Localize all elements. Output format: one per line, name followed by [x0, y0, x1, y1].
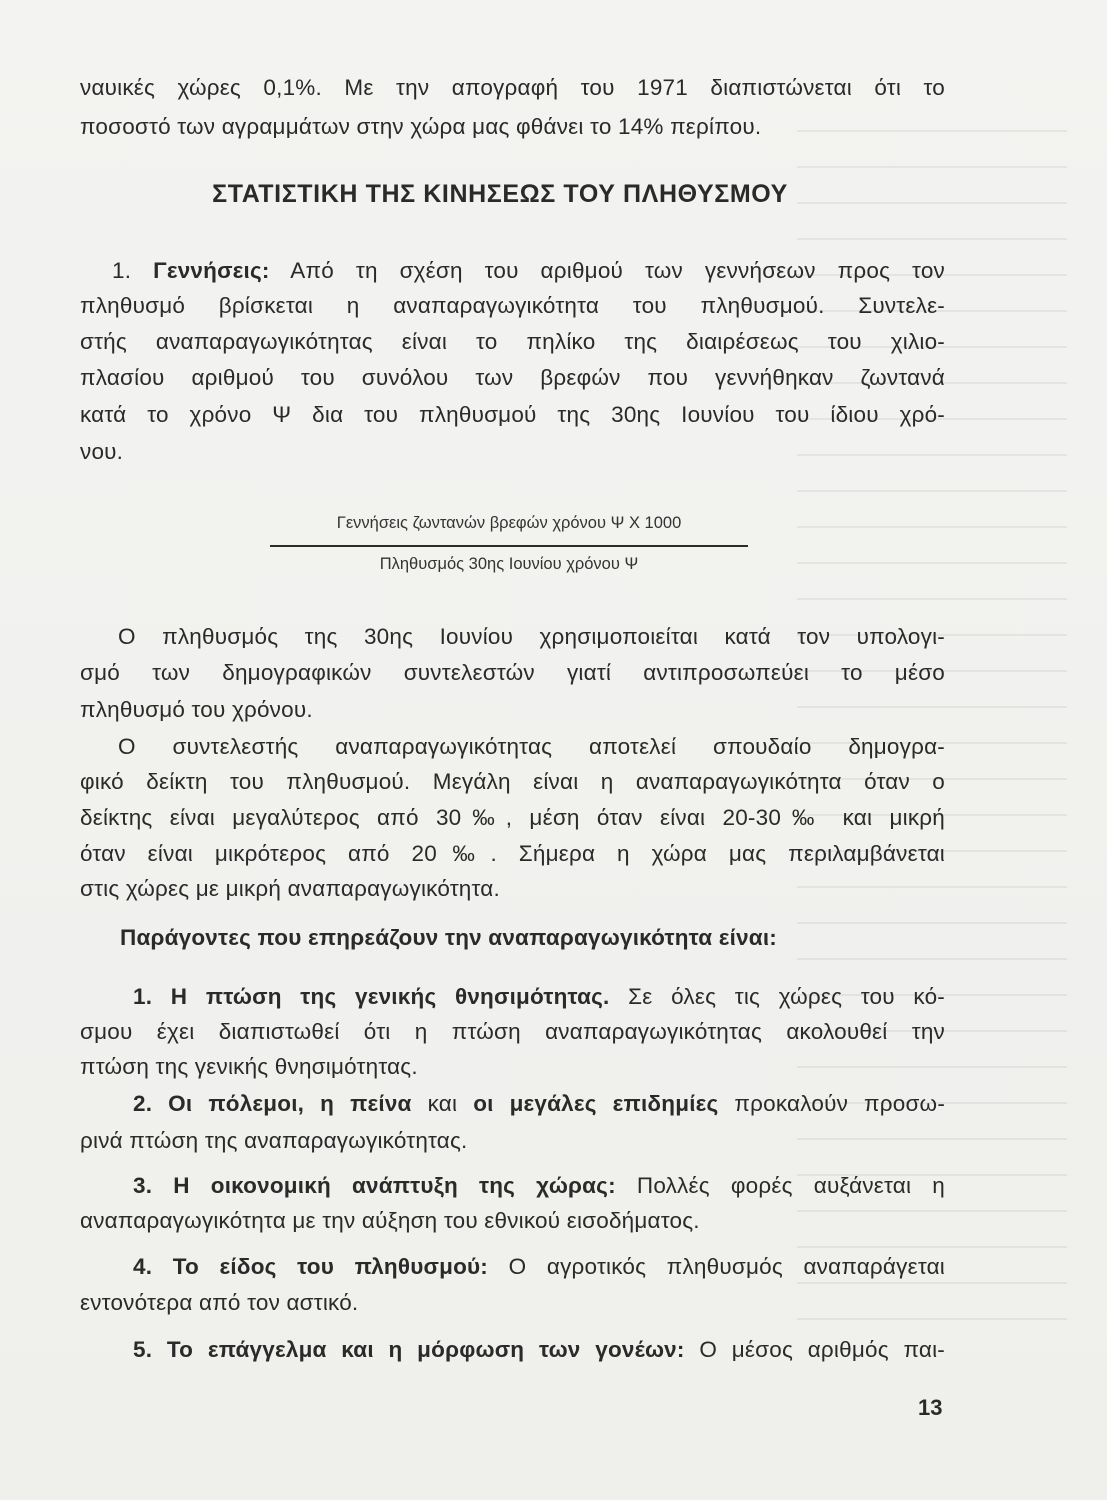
- births-line-1-rest: Από τη σχέση του αριθμού των γεννήσεων προς τον: [269, 258, 945, 283]
- births-label: Γεννήσεις:: [153, 258, 270, 283]
- page-number: 13: [918, 1395, 943, 1420]
- factor-5-line-1-rest: Ο μέσος αριθμός παι-: [684, 1337, 945, 1362]
- births-number: 1.: [112, 258, 154, 283]
- factor-2-mid: και: [411, 1091, 474, 1116]
- births-line-3: στής αναπαραγωγικότητας είναι το πηλίκο της διαιρέσεως του χιλιο-: [80, 329, 945, 354]
- factor-4-line-1-rest: Ο αγροτικός πληθυσμός αναπαράγεται: [488, 1254, 945, 1279]
- factor-4-line-1: [133, 1253, 945, 1281]
- factor-3-line-1-rest: Πολλές φορές αυξάνεται η: [615, 1173, 945, 1198]
- intro-line-2: ποσοστό των αγραμμάτων στην χώρα μας φθάνει το 14% περίπου.: [80, 114, 762, 139]
- coefficient-line-3: δείκτης είναι μεγαλύτερος από 30‰, μέση όταν είναι 20-30‰ και μικρή: [80, 805, 945, 830]
- formula-fraction-bar: [270, 545, 748, 547]
- factor-1-line-1: [133, 983, 945, 1011]
- population-line-1: Ο πληθυσμός της 30ης Ιουνίου χρησιμοποιείται κατά τον υπολογι-: [118, 624, 945, 649]
- births-line-1: [112, 257, 945, 285]
- factor-4-line-2: εντονότερα από τον αστικό.: [80, 1290, 359, 1315]
- factor-5-label: 5. Το επάγγελμα και η μόρφωση των γονέων:: [133, 1337, 685, 1362]
- factor-5-line-1: [133, 1336, 945, 1364]
- births-line-4: πλασίου αριθμού του συνόλου των βρεφών που γεννήθηκαν ζωντανά: [80, 365, 945, 390]
- factor-3-line-2: αναπαραγωγικότητα με την αύξηση του εθνικού εισοδήματος.: [80, 1208, 700, 1233]
- factor-1-label: 1. Η πτώση της γενικής θνησιμότητας.: [133, 984, 610, 1009]
- population-line-3: πληθυσμό του χρόνου.: [80, 697, 313, 722]
- coefficient-line-4: όταν είναι μικρότερος από 20‰. Σήμερα η χώρα μας περιλαμβάνεται: [80, 841, 945, 866]
- factor-1-line-3: πτώση της γενικής θνησιμότητας.: [80, 1054, 418, 1079]
- coefficient-line-2: φικό δείκτη του πληθυσμού. Μεγάλη είναι η αναπαραγωγικότητα όταν ο: [80, 769, 945, 794]
- factor-1-line-2: σμου έχει διαπιστωθεί ότι η πτώση αναπαραγωγικότητας ακολουθεί την: [80, 1019, 945, 1044]
- population-line-2: σμό των δημογραφικών συντελεστών γιατί αντιπροσωπεύει το μέσο: [80, 660, 945, 685]
- factor-1-line-1-rest: Σε όλες τις χώρες του κό-: [609, 984, 945, 1009]
- coefficient-line-1: Ο συντελεστής αναπαραγωγικότητας αποτελεί σπουδαίο δημογρα-: [118, 734, 945, 759]
- factor-2-line-1: [133, 1090, 945, 1118]
- section-title: ΣΤΑΤΙΣΤΙΚΗ ΤΗΣ ΚΙΝΗΣΕΩΣ ΤΟΥ ΠΛΗΘΥΣΜΟΥ: [212, 180, 788, 208]
- factor-2-line-2: ρινά πτώση της αναπαραγωγικότητας.: [80, 1128, 468, 1153]
- formula-denominator: Πληθυσμός 30ης Ιουνίου χρόνου Ψ: [379, 555, 639, 573]
- coefficient-line-5: στις χώρες με μικρή αναπαραγωγικότητα.: [80, 876, 500, 901]
- formula-numerator: Γεννήσεις ζωντανών βρεφών χρόνου Ψ Χ 1000: [336, 514, 682, 532]
- intro-line-1: ναυικές χώρες 0,1%. Με την απογραφή του 1971 διαπιστώνεται ότι το: [80, 75, 945, 100]
- factor-3-label: 3. Η οικονομική ανάπτυξη της χώρας:: [133, 1173, 616, 1198]
- factor-2-line-1-rest: προκαλούν προσω-: [718, 1091, 946, 1116]
- factor-2-label-a: 2. Οι πόλεμοι, η πείνα: [133, 1091, 412, 1116]
- factors-heading: Παράγοντες που επηρεάζουν την αναπαραγωγικότητα είναι:: [120, 925, 777, 950]
- births-line-2: πληθυσμό βρίσκεται η αναπαραγωγικότητα του πληθυσμού. Συντελε-: [80, 293, 945, 318]
- factor-2-label-b: οι μεγάλες επιδημίες: [473, 1091, 719, 1116]
- factor-3-line-1: [133, 1172, 945, 1200]
- factor-4-label: 4. Το είδος του πληθυσμού:: [133, 1254, 489, 1279]
- births-line-5: κατά το χρόνο Ψ δια του πληθυσμού της 30ης Ιουνίου του ίδιου χρό-: [80, 402, 945, 427]
- births-line-6: νου.: [80, 439, 124, 464]
